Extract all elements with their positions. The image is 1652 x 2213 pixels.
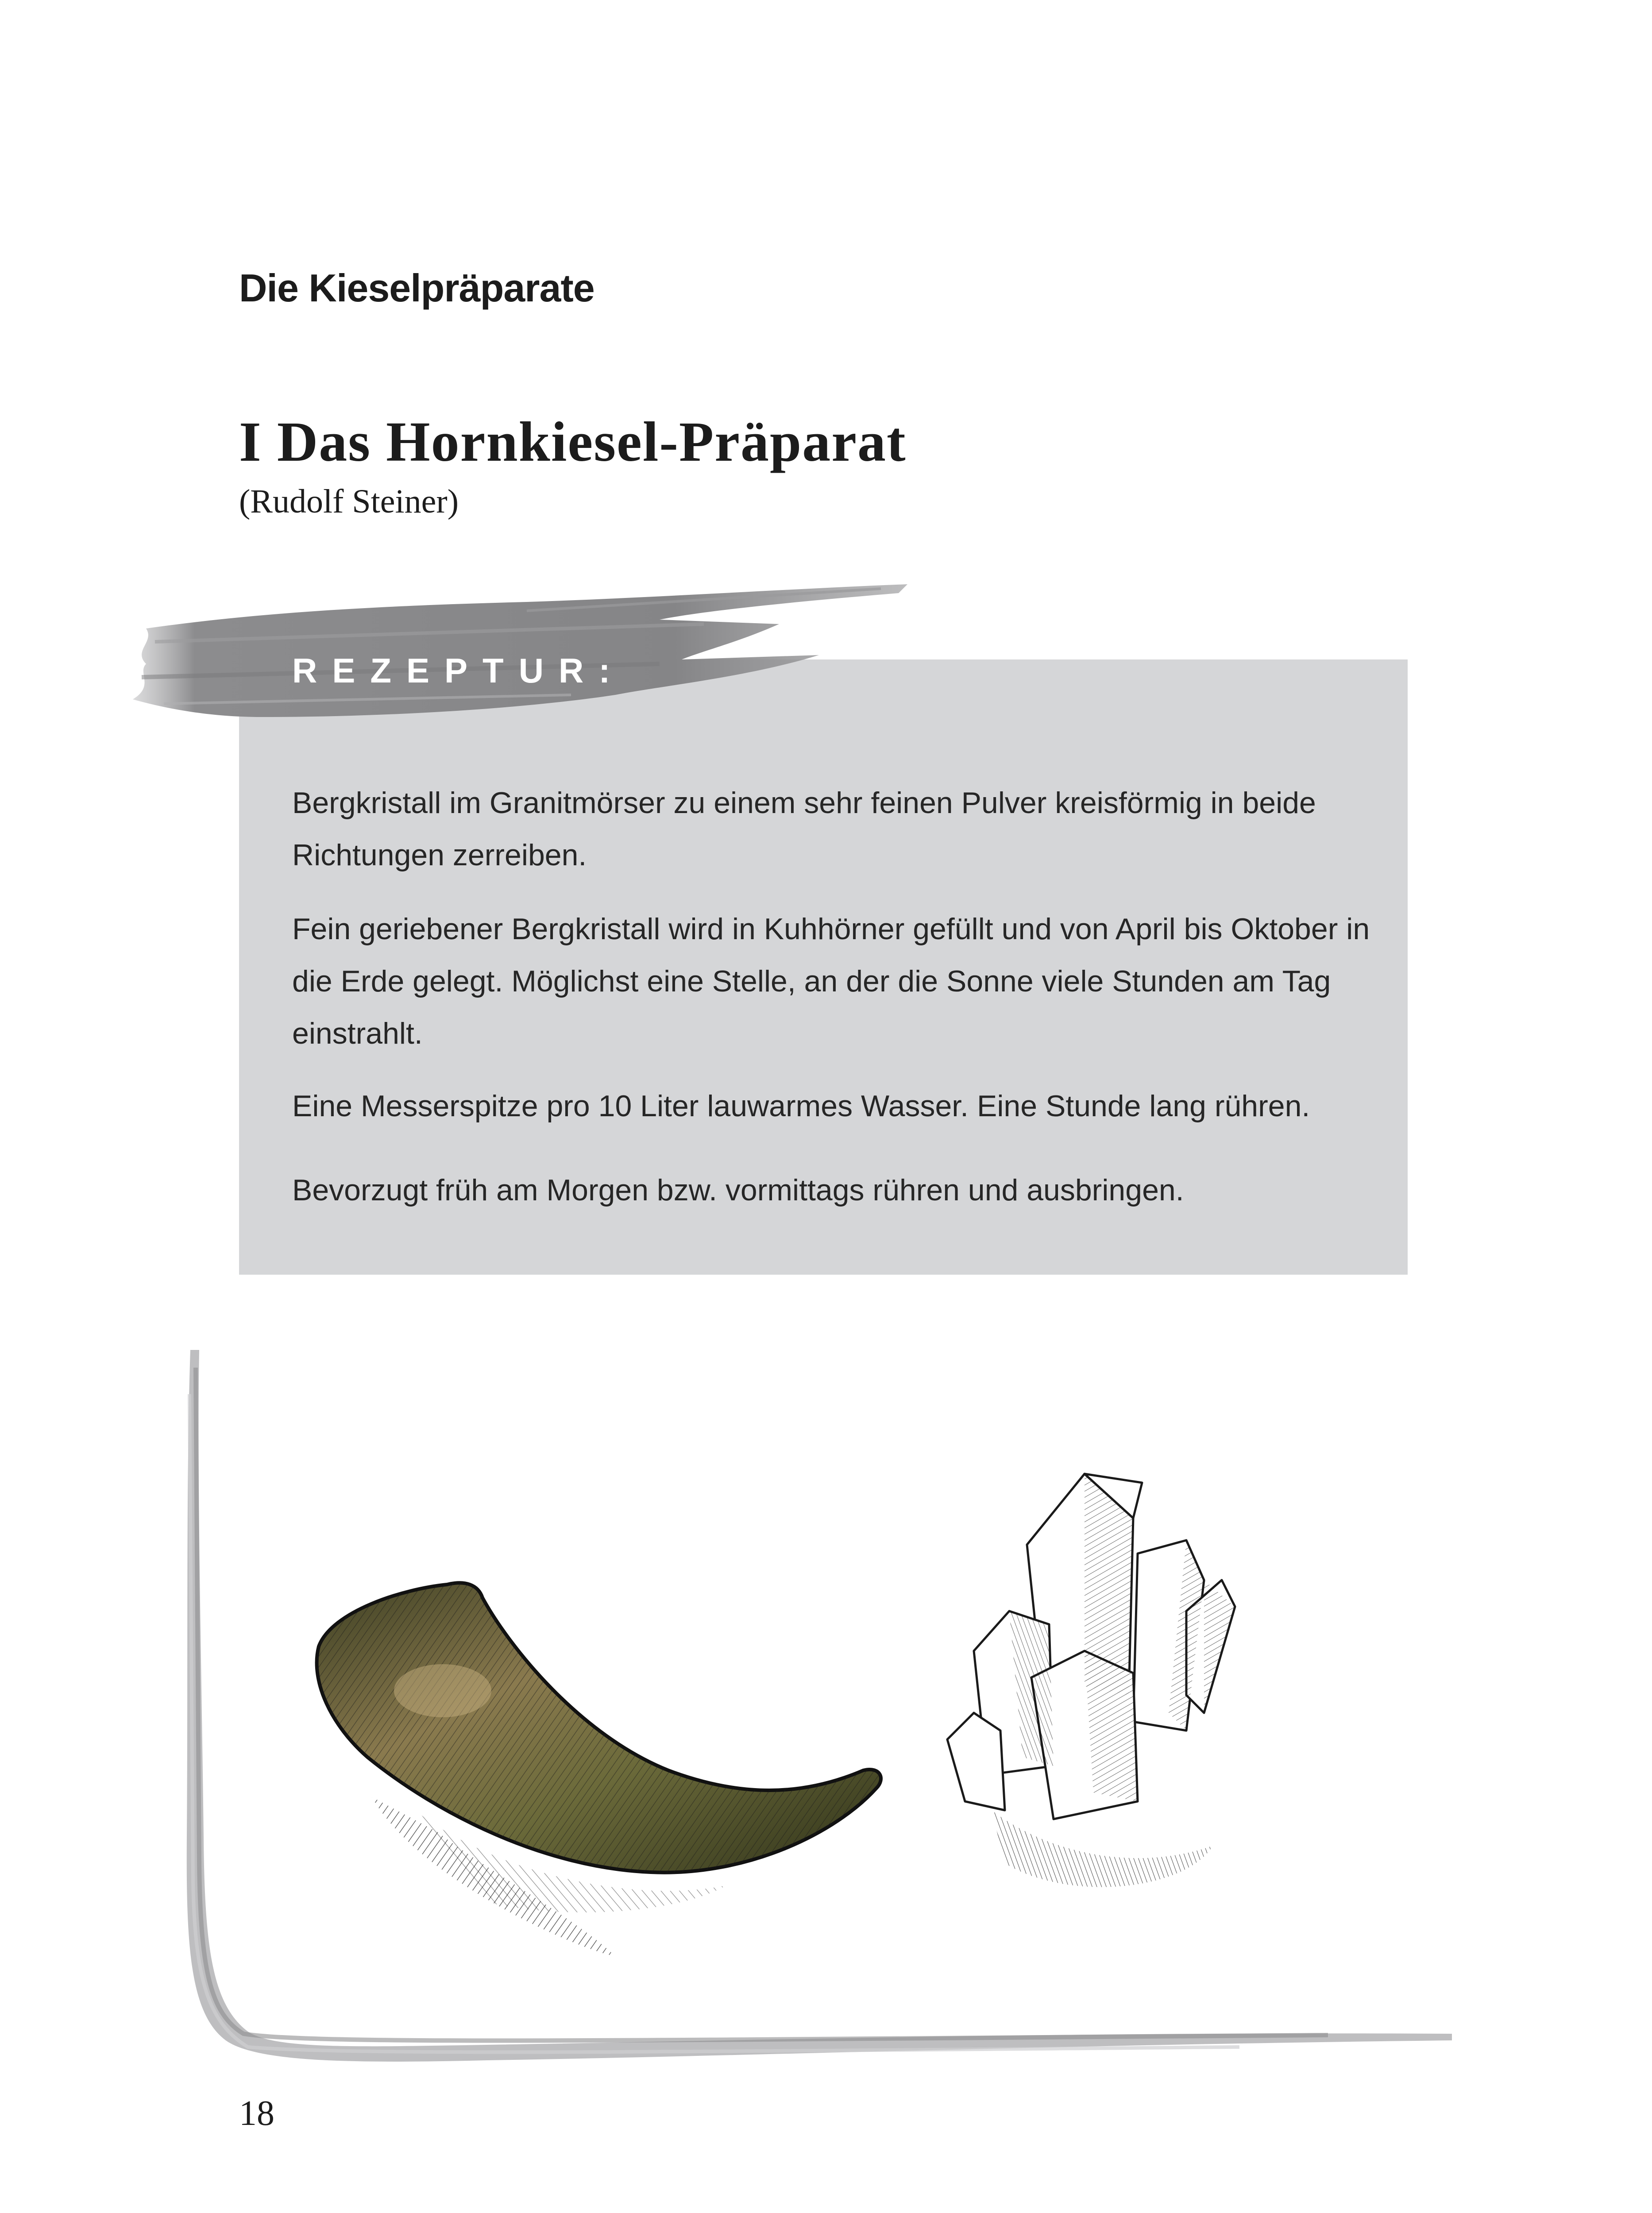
- recipe-paragraph: Fein geriebener Bergkristall wird in Kuhhörner gefüllt und von April bis Oktober in die Erde gelegt. Möglichst eine Stelle, an der die Sonne viele Stunden am Tag einstrahlt.: [292, 912, 1370, 1050]
- recipe-paragraph: Bergkristall im Granitmörser zu einem sehr feinen Pulver kreisförmig in beide Richtungen zerreiben.: [292, 786, 1316, 872]
- page-title: I Das Hornkiesel-Präparat: [239, 410, 907, 473]
- recipe-paragraph: Eine Messerspitze pro 10 Liter lauwarmes Wasser. Eine Stunde lang rühren.: [292, 1089, 1310, 1123]
- crystal-illustration: [938, 1465, 1257, 1908]
- recipe-label: REZEPTUR:: [292, 651, 625, 690]
- author-credit: (Rudolf Steiner): [239, 483, 459, 520]
- page-number: 18: [239, 2094, 274, 2133]
- recipe-paragraph: Bevorzugt früh am Morgen bzw. vormittags rühren und ausbringen.: [292, 1173, 1184, 1207]
- section-heading: Die Kieselpräparate: [239, 266, 594, 310]
- horn-illustration: [305, 1567, 894, 1974]
